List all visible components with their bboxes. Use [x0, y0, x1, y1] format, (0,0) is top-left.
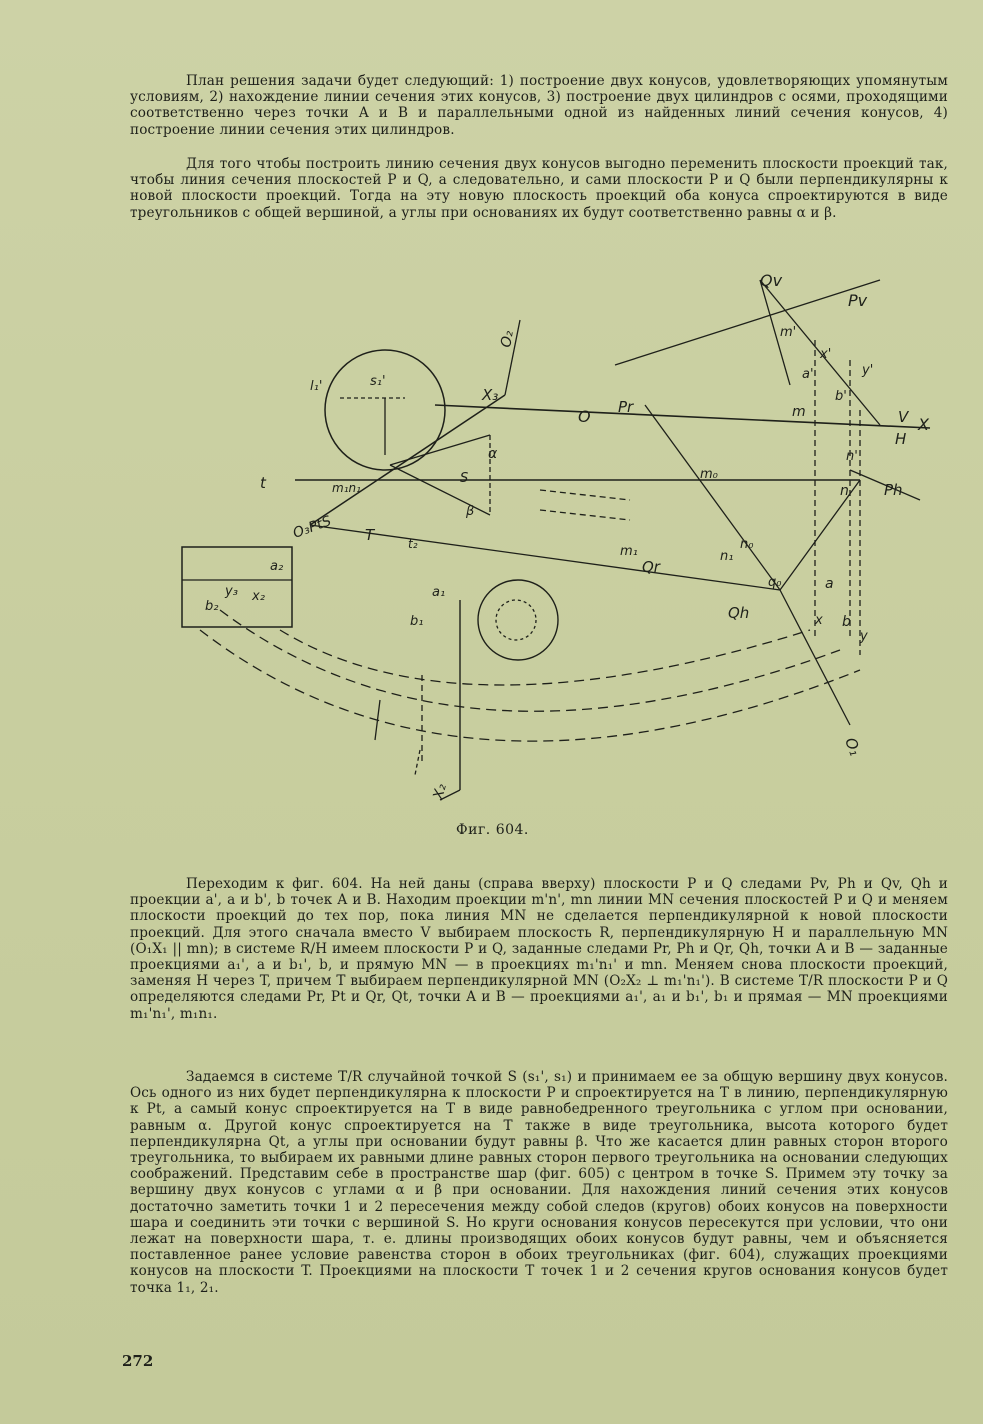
label-a2: a₂: [270, 559, 284, 574]
trace-pv-line: [615, 280, 880, 365]
page-number: 272: [122, 1352, 154, 1370]
label-y-point: y: [860, 629, 868, 644]
label-x2-axis: X₂: [430, 782, 450, 802]
label-m1n1: m₁n₁: [332, 481, 361, 495]
label-n: n: [840, 483, 849, 499]
label-y-prime: y': [862, 363, 874, 378]
label-s1: s₁': [370, 374, 386, 389]
label-o: O: [578, 407, 591, 426]
paragraph-projection-change: Для того чтобы построить линию сечения двух конусов выгодно переменить плоскости проекций так, чтобы линия сечения плоскостей P и Q, а следовательно, и сами плоскости P и Q были перпендикулярны к новой плоскости проекций. Тогда на эту новую плоскость проекций оба конуса спроектируются в виде треугольников с общей вершиной, а углы при основаниях их будут соответственно равны α и β.: [130, 156, 948, 221]
label-x-prime: x': [820, 347, 832, 362]
label-pr: Pr: [618, 398, 634, 416]
label-x2: x₂: [252, 589, 265, 604]
trace-qr-line: [310, 525, 780, 590]
arc-dashed-3: [280, 630, 810, 685]
sphere-circle-lower: [478, 580, 558, 660]
paragraph-plan: План решения задачи будет следующий: 1) построение двух конусов, удовлетворяющих упомянутым условиям, 2) нахождение линии сечения этих конусов, 3) построение двух цилиндров с осями, проходящими соответственно через точки A и B и параллельными одной из найденных линий сечения конусов, 4) построение линии сечения этих цилиндров.: [130, 73, 948, 138]
trace-pr-line: [645, 405, 780, 590]
label-n1: n₁: [720, 549, 734, 564]
label-m-prime: m': [780, 325, 797, 340]
label-b: b: [842, 614, 851, 630]
label-t2: t₂: [408, 537, 418, 551]
axis-ox-line: [435, 405, 930, 428]
label-a1: a₁: [432, 585, 446, 600]
label-t-plane: T: [365, 526, 375, 544]
label-b2: b₂: [205, 599, 219, 614]
label-m0: m₀: [700, 467, 718, 482]
label-beta: β: [466, 504, 475, 519]
label-qh: Qh: [728, 604, 750, 622]
label-l1: l₁': [310, 379, 323, 394]
label-y3: y₃: [225, 584, 238, 599]
label-qr: Qr: [642, 558, 660, 576]
label-a: a: [825, 576, 834, 592]
label-b-prime: b': [835, 389, 847, 404]
label-o1: O₁: [841, 735, 865, 759]
label-h: H: [895, 430, 907, 448]
label-m1: m₁: [620, 544, 638, 559]
paragraph-fig604: Переходим к фиг. 604. На ней даны (справа вверху) плоскости P и Q следами Pv, Ph и Qv, Qh и проекции a', a и b', b точек A и B. Находим проекции m'n', mn линии MN сечения плоскостей P и Q и меняем плоскости проекций до тех пор, пока линия MN не сделается перпендикулярной к новой плоскости проекций. Для этого сначала вместо V выбираем плоскость R, перпендикулярную H и параллельную MN (O₁X₁ || mn); в системе R/H имеем плоскости P и Q, заданные следами Pr, Ph и Qr, Qh, точки A и B — заданные проекциями a₁', a и b₁', b, и прямую MN — в проекциях m₁'n₁' и mn. Меняем снова плоскости проекций, заменяя H через T, причем T выбираем перпендикулярной MN (O₂X₂ ⊥ m₁'n₁'). В системе T/R плоскости P и Q определяются следами Pr, Pt и Qr, Qt, точки A и B — проекциями a₁', a₁ и b₁', b₁ и прямая — MN проекциями m₁'n₁', m₁n₁.: [130, 876, 948, 1022]
label-x3: X₃: [482, 386, 499, 404]
paragraph-cones: Задаемся в системе T/R случайной точкой S (s₁', s₁) и принимаем ее за общую вершину двух конусов. Ось одного из них будет перпендикулярна к плоскости P и спроектируется на T в линию, перпендикулярную к Pt, а самый конус спроектируется на T в виде равнобедренного треугольника с углом при основании, равным α. Другой конус спроектируется на T также в виде треугольника, высота которого будет перпендикулярна Qt, а углы при основании будут равны β. Что же касается длин равных сторон второго треугольника, то выбираем их равными длине равных сторон первого треугольника на основании следующих соображений. Представим себе в пространстве шар (фиг. 605) с центром в точке S. Примем эту точку за вершину двух конусов с углами α и β при основании. Для нахождения линий сечения этих конусов достаточно заметить точки 1 и 2 пересечения между собой следов (кругов) обоих конусов на поверхности шара и соединить эти точки с вершиной S. Но круги основания конусов пересекутся при условии, что они лежат на поверхности шара, т. е. длины производящих обоих конусов будут равны, чем и объясняется поставленное ранее условие равенства сторон в обоих треугольниках (фиг. 604), служащих проекциями конусов на плоскости T. Проекциями на плоскости T точек 1 и 2 сечения кругов основания конусов будет точка 1₁, 2₁.: [130, 1069, 948, 1296]
label-t: t: [260, 474, 266, 492]
figure-caption: Фиг. 604.: [456, 822, 529, 838]
label-n-prime: n': [846, 449, 858, 464]
label-x: X: [918, 415, 929, 434]
label-qv: Qv: [760, 271, 783, 290]
label-x-point: x: [815, 613, 823, 628]
cone-line-1: [390, 435, 490, 465]
label-alpha: α: [488, 446, 498, 462]
arc-dashed-1: [200, 630, 860, 741]
label-m: m: [792, 404, 806, 420]
label-n0: n₀: [740, 537, 754, 552]
label-q0: q₀: [768, 575, 782, 590]
label-s: S: [460, 471, 469, 486]
arc-dashed-2: [220, 610, 840, 711]
label-o3pts: O₃PtS: [290, 513, 334, 542]
label-b1: b₁: [410, 614, 424, 629]
label-pv: Pv: [848, 291, 868, 310]
label-v: V: [898, 408, 909, 426]
label-o2: O₂: [498, 329, 517, 349]
figure-604-drawing: [160, 270, 960, 810]
label-ph: Ph: [884, 481, 903, 499]
label-a-prime: a': [802, 367, 814, 382]
